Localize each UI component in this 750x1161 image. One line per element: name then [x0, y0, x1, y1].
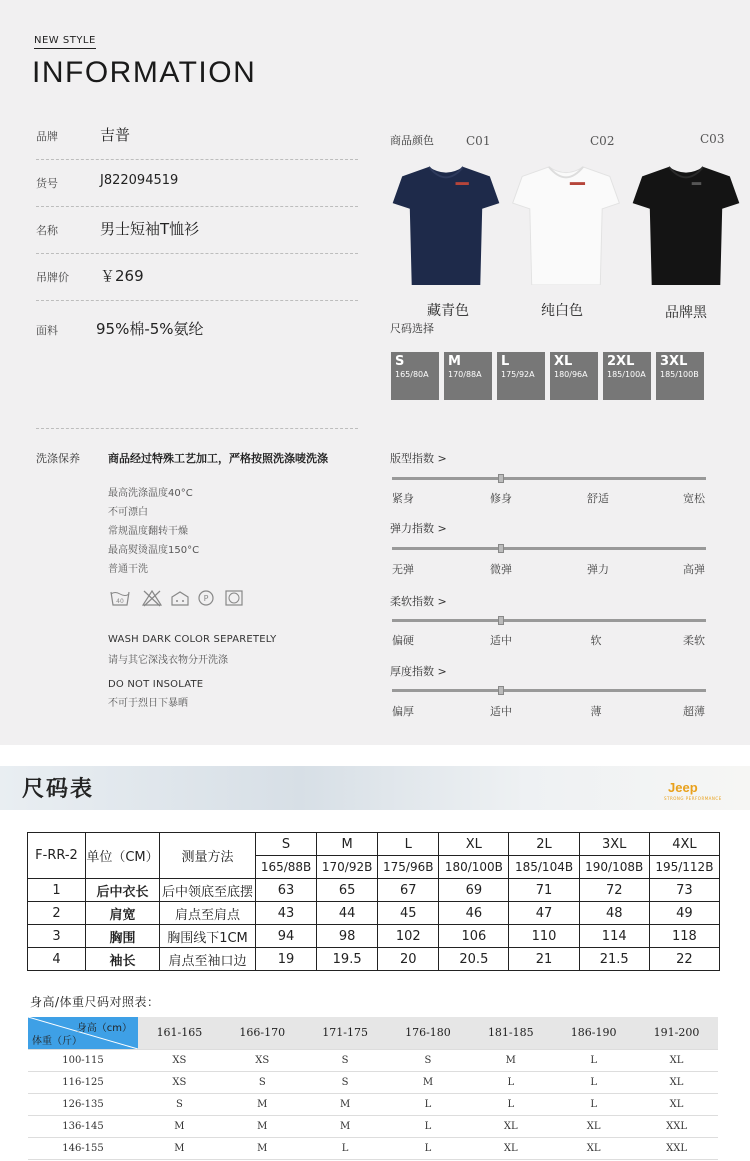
- info-row-fabric: [36, 302, 358, 348]
- spec-header: 180/100B: [439, 856, 509, 879]
- navy-shirt-image[interactable]: [390, 165, 502, 285]
- wash-40-icon: [110, 589, 130, 607]
- cell: XXL: [635, 1137, 718, 1159]
- cell: L: [469, 1071, 552, 1093]
- size-option-s[interactable]: [391, 352, 439, 400]
- table-row: [28, 902, 720, 925]
- index-tick: 宽松: [683, 492, 705, 505]
- cell: L: [552, 1049, 635, 1071]
- size-name: XL: [554, 354, 573, 369]
- fit-index-track: [392, 477, 706, 480]
- no-bleach-icon: [142, 589, 162, 607]
- info-label: 品牌: [36, 130, 58, 143]
- row-no: 3: [28, 925, 86, 948]
- weight-range: 100-115: [28, 1049, 138, 1071]
- height-range: 176-180: [387, 1017, 470, 1049]
- index-tick: 偏硬: [392, 634, 414, 647]
- color-code: C01: [466, 134, 491, 148]
- cell: 106: [439, 925, 509, 948]
- cell: 73: [649, 879, 719, 902]
- row-name: 胸围: [86, 925, 160, 948]
- colors-label: 商品颜色: [390, 134, 434, 147]
- cell: 110: [509, 925, 579, 948]
- height-weight-table: [28, 1017, 718, 1160]
- color-code: C03: [700, 132, 725, 146]
- index-tick: 适中: [490, 705, 512, 718]
- information-heading: INFORMATION: [32, 56, 257, 89]
- cell: 19: [256, 948, 317, 971]
- row-no: 1: [28, 879, 86, 902]
- height-range: 161-165: [138, 1017, 221, 1049]
- elastic-index-marker: [498, 544, 504, 553]
- cell: XS: [138, 1049, 221, 1071]
- index-tick: 舒适: [587, 492, 609, 505]
- table-row: [28, 1115, 718, 1137]
- cell: XXL: [635, 1115, 718, 1137]
- index-tick: 适中: [490, 634, 512, 647]
- size-spec: 165/80A: [395, 370, 429, 379]
- cell: S: [304, 1071, 387, 1093]
- size-header: S: [256, 833, 317, 856]
- weight-header: 体重（斤）: [32, 1035, 82, 1047]
- height-weight-title: 身高/体重尺码对照表：: [30, 995, 160, 1009]
- info-row-name: [36, 208, 358, 254]
- size-header: L: [378, 833, 439, 856]
- table-header: 测量方法: [160, 833, 256, 879]
- cell: L: [552, 1093, 635, 1115]
- size-name: S: [395, 354, 405, 369]
- cell: 19.5: [317, 948, 378, 971]
- softness-index-marker: [498, 616, 504, 625]
- size-header: M: [317, 833, 378, 856]
- cell: M: [138, 1137, 221, 1159]
- size-option-xl[interactable]: [550, 352, 598, 400]
- color-code: C02: [590, 134, 615, 148]
- spec-header: 170/92B: [317, 856, 378, 879]
- index-tick: 偏厚: [392, 705, 414, 718]
- info-row-item-no: [36, 161, 358, 207]
- black-shirt-image[interactable]: [630, 165, 742, 285]
- cell: XL: [469, 1115, 552, 1137]
- size-header: XL: [439, 833, 509, 856]
- spec-header: 190/108B: [579, 856, 649, 879]
- height-header: 身高（cm）: [76, 1023, 132, 1034]
- white-shirt-image[interactable]: [510, 165, 622, 285]
- softness-index-track: [392, 619, 706, 622]
- table-row: [28, 925, 720, 948]
- cell: XL: [469, 1137, 552, 1159]
- height-range: 166-170: [221, 1017, 304, 1049]
- color-name: 藏青色: [427, 303, 469, 319]
- info-row-price: [36, 255, 358, 301]
- color-name: 品牌黑: [665, 305, 707, 321]
- size-option-2xl[interactable]: [603, 352, 651, 400]
- index-tick: 微弹: [490, 563, 512, 576]
- svg-text:40: 40: [116, 598, 124, 605]
- size-name: M: [448, 354, 461, 369]
- cell: XL: [635, 1071, 718, 1093]
- index-tick: 薄: [590, 705, 602, 718]
- cell: 43: [256, 902, 317, 925]
- index-tick: 紧身: [392, 492, 414, 505]
- cell: 114: [579, 925, 649, 948]
- info-label: 吊牌价: [36, 271, 69, 284]
- cell: L: [552, 1071, 635, 1093]
- cell: XL: [635, 1049, 718, 1071]
- elastic-index-title: 弹力指数 >: [390, 522, 447, 535]
- info-value: 男士短袖T恤衫: [100, 220, 200, 238]
- size-name: 3XL: [660, 354, 688, 369]
- size-spec: 185/100A: [607, 370, 646, 379]
- cell: 47: [509, 902, 579, 925]
- cell: S: [304, 1049, 387, 1071]
- size-option-l[interactable]: [497, 352, 545, 400]
- weight-range: 146-155: [28, 1137, 138, 1159]
- wash-item: 常规温度翻转干燥: [108, 526, 188, 537]
- dry-clean-icon: [196, 589, 216, 607]
- cell: S: [138, 1093, 221, 1115]
- height-range: 181-185: [469, 1017, 552, 1049]
- cell: 63: [256, 879, 317, 902]
- thickness-index-track: [392, 689, 706, 692]
- info-value: J822094519: [100, 173, 179, 188]
- cell: L: [304, 1137, 387, 1159]
- table-corner: [28, 1017, 138, 1049]
- wash-item: 最高熨烫温度150°C: [108, 545, 200, 556]
- size-spec: 170/88A: [448, 370, 482, 379]
- cell: 46: [439, 902, 509, 925]
- table-row: [28, 1071, 718, 1093]
- info-value: 95%棉-5%氨纶: [96, 320, 204, 338]
- table-row: [28, 948, 720, 971]
- table-row: [28, 1093, 718, 1115]
- svg-text:P: P: [203, 594, 209, 603]
- row-name: 袖长: [86, 948, 160, 971]
- cell: XS: [138, 1071, 221, 1093]
- size-chart-banner: [0, 766, 750, 810]
- row-method: 胸围线下1CM: [160, 925, 256, 948]
- cell: M: [221, 1115, 304, 1137]
- new-style-label: NEW STYLE: [34, 35, 96, 49]
- weight-range: 116-125: [28, 1071, 138, 1093]
- cell: M: [387, 1071, 470, 1093]
- row-method: 肩点至肩点: [160, 902, 256, 925]
- table-header: 单位（CM）: [86, 833, 160, 879]
- jeep-logo-tagline: STRONG PERFORMANCE: [664, 796, 722, 801]
- cell: 71: [509, 879, 579, 902]
- cell: L: [387, 1137, 470, 1159]
- index-tick: 柔软: [683, 634, 705, 647]
- cell: M: [138, 1115, 221, 1137]
- index-tick: 弹力: [587, 563, 609, 576]
- info-label: 名称: [36, 224, 58, 237]
- cell: M: [304, 1115, 387, 1137]
- table-header: F-RR-2: [28, 833, 86, 879]
- height-range: 191-200: [635, 1017, 718, 1049]
- iron-icon: [224, 589, 244, 607]
- size-spec: 175/92A: [501, 370, 535, 379]
- row-name: 肩宽: [86, 902, 160, 925]
- size-option-m[interactable]: [444, 352, 492, 400]
- cell: 48: [579, 902, 649, 925]
- fit-index-title: 版型指数 >: [390, 452, 447, 465]
- spec-header: 195/112B: [649, 856, 719, 879]
- size-select-label: 尺码选择: [390, 322, 434, 335]
- wash-care-label: 洗涤保养: [36, 452, 80, 465]
- cell: M: [469, 1049, 552, 1071]
- cell: S: [387, 1049, 470, 1071]
- info-label: 货号: [36, 177, 58, 190]
- jeep-logo: Jeep: [668, 780, 698, 795]
- cell: XL: [635, 1093, 718, 1115]
- cell: L: [387, 1115, 470, 1137]
- height-range: 171-175: [304, 1017, 387, 1049]
- spec-header: 165/88B: [256, 856, 317, 879]
- cell: L: [387, 1093, 470, 1115]
- info-value: ￥269: [100, 267, 144, 285]
- index-tick: 修身: [490, 492, 512, 505]
- cell: XL: [552, 1137, 635, 1159]
- cell: 20.5: [439, 948, 509, 971]
- spec-header: 175/96B: [378, 856, 439, 879]
- wash-item: 最高洗涤温度40°C: [108, 488, 193, 499]
- cell: 44: [317, 902, 378, 925]
- thickness-index-marker: [498, 686, 504, 695]
- cell: XS: [221, 1049, 304, 1071]
- no-insolate-cn: 不可于烈日下暴晒: [108, 698, 188, 709]
- tumble-dry-icon: [170, 589, 190, 607]
- cell: 22: [649, 948, 719, 971]
- size-header: 2L: [509, 833, 579, 856]
- size-name: 2XL: [607, 354, 635, 369]
- wash-separately-cn: 请与其它深浅衣物分开洗涤: [108, 655, 228, 666]
- size-spec: 180/96A: [554, 370, 588, 379]
- cell: M: [304, 1093, 387, 1115]
- spec-header: 185/104B: [509, 856, 579, 879]
- cell: 20: [378, 948, 439, 971]
- size-header: 4XL: [649, 833, 719, 856]
- thickness-index-title: 厚度指数 >: [390, 665, 447, 678]
- row-name: 后中衣长: [86, 879, 160, 902]
- elastic-index-track: [392, 547, 706, 550]
- wash-item: 不可漂白: [108, 507, 148, 518]
- cell: 49: [649, 902, 719, 925]
- cell: 72: [579, 879, 649, 902]
- cell: M: [221, 1137, 304, 1159]
- index-tick: 超薄: [683, 705, 705, 718]
- table-row: [28, 1049, 718, 1071]
- divider: [36, 428, 358, 429]
- size-spec: 185/100B: [660, 370, 699, 379]
- cell: 67: [378, 879, 439, 902]
- cell: 102: [378, 925, 439, 948]
- cell: XL: [552, 1115, 635, 1137]
- index-tick: 软: [590, 634, 602, 647]
- cell: 65: [317, 879, 378, 902]
- cell: 118: [649, 925, 719, 948]
- table-row: [28, 1137, 718, 1159]
- fit-index-marker: [498, 474, 504, 483]
- index-tick: 无弹: [392, 563, 414, 576]
- row-no: 2: [28, 902, 86, 925]
- cell: 98: [317, 925, 378, 948]
- cell: 94: [256, 925, 317, 948]
- softness-index-title: 柔软指数 >: [390, 595, 447, 608]
- size-table: [27, 832, 720, 971]
- weight-range: 136-145: [28, 1115, 138, 1137]
- wash-care-title: 商品经过特殊工艺加工，严格按照洗涤唛洗涤: [108, 452, 328, 465]
- info-row-brand: [36, 114, 358, 160]
- size-option-3xl[interactable]: [656, 352, 704, 400]
- cell: 45: [378, 902, 439, 925]
- height-range: 186-190: [552, 1017, 635, 1049]
- size-chart-title: 尺码表: [22, 777, 95, 802]
- row-no: 4: [28, 948, 86, 971]
- wash-separately-en: WASH DARK COLOR SEPARETELY: [108, 634, 277, 645]
- size-header: 3XL: [579, 833, 649, 856]
- index-tick: 高弹: [683, 563, 705, 576]
- table-row: [28, 879, 720, 902]
- weight-range: 126-135: [28, 1093, 138, 1115]
- cell: 21.5: [579, 948, 649, 971]
- cell: S: [221, 1071, 304, 1093]
- color-name: 纯白色: [541, 303, 583, 319]
- size-name: L: [501, 354, 510, 369]
- row-method: 肩点至袖口边: [160, 948, 256, 971]
- wash-item: 普通干洗: [108, 564, 148, 575]
- info-label: 面料: [36, 324, 58, 337]
- cell: 21: [509, 948, 579, 971]
- cell: 69: [439, 879, 509, 902]
- cell: L: [469, 1093, 552, 1115]
- row-method: 后中领底至底摆: [160, 879, 256, 902]
- no-insolate-en: DO NOT INSOLATE: [108, 679, 204, 690]
- cell: M: [221, 1093, 304, 1115]
- info-value: 吉普: [100, 126, 131, 144]
